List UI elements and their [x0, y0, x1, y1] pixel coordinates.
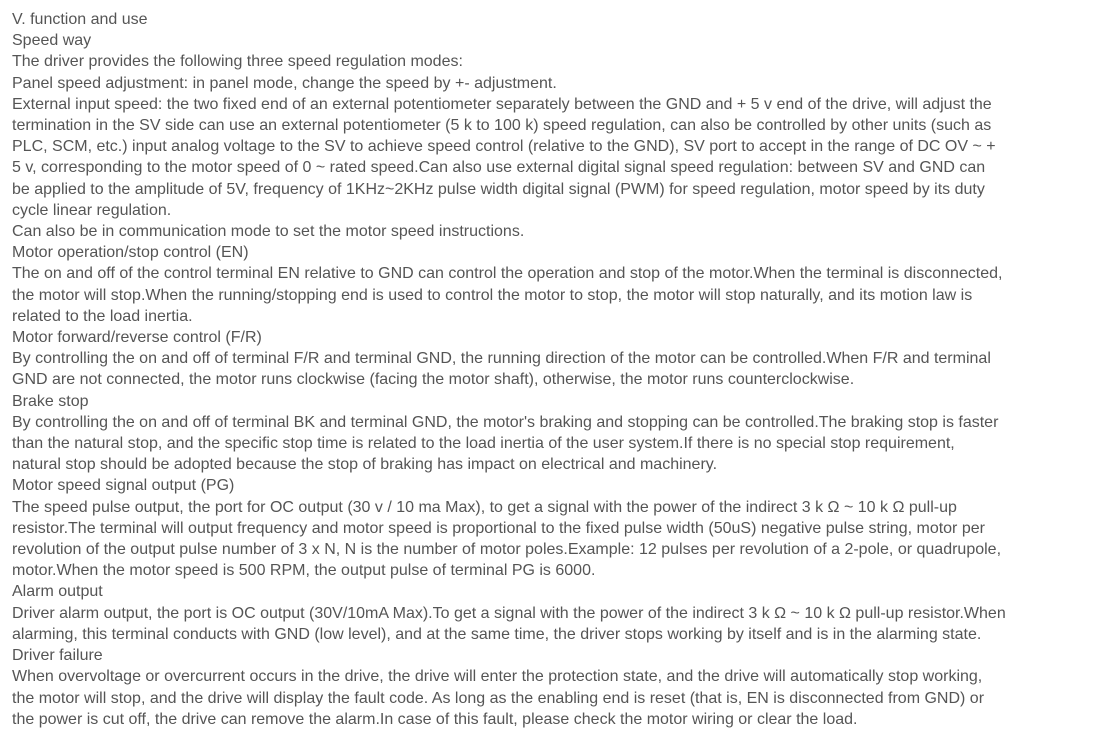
text-line: alarming, this terminal conducts with GND (low level), and at the same time, the driver stops working by itself and is in the alarming state.: [12, 625, 982, 643]
text-line: External input speed: the two fixed end of an external potentiometer separately between the GND and + 5 v end of the drive, will adjust the: [12, 95, 992, 113]
text-line: The on and off of the control terminal EN relative to GND can control the operation and stop of the motor.When the terminal is disconnected,: [12, 265, 1003, 283]
text-line: Driver alarm output, the port is OC output (30V/10mA Max).To get a signal with the power of the indirect 3 k Ω ~ 10 k Ω pull-up resistor.When: [12, 604, 1006, 622]
text-line: Brake stop: [12, 392, 89, 410]
text-line: When overvoltage or overcurrent occurs in the drive, the drive will enter the protection state, and the drive will automatically stop working,: [12, 668, 983, 686]
text-line: The speed pulse output, the port for OC output (30 v / 10 ma Max), to get a signal with the power of the indirect 3 k Ω ~ 10 k Ω pull-up: [12, 498, 957, 516]
text-line: V. function and use: [12, 11, 148, 28]
text-line: Motor forward/reverse control (F/R): [12, 329, 262, 347]
text-line: motor.When the motor speed is 500 RPM, the output pulse of terminal PG is 6000.: [12, 562, 596, 580]
text-line: The driver provides the following three speed regulation modes:: [12, 53, 463, 71]
text-line: PLC, SCM, etc.) input analog voltage to the SV to achieve speed control (relative to the GND), SV port to accept in the range of DC OV ~ +: [12, 138, 996, 156]
text-line: resistor.The terminal will output frequency and motor speed is proportional to the fixed pulse width (50uS) negative pulse string, motor per: [12, 519, 985, 537]
text-line: Driver failure: [12, 647, 103, 665]
text-line: the motor will stop.When the running/stopping end is used to control the motor to stop, the motor will stop naturally, and its motion law is: [12, 286, 973, 304]
text-line: natural stop should be adopted because the stop of braking has impact on electrical and machinery.: [12, 456, 718, 474]
text-line: revolution of the output pulse number of 3 x N, N is the number of motor poles.Example: 12 pulses per revolution of a 2-pole, or quadrupole,: [12, 541, 1002, 559]
text-line: the motor will stop, and the drive will display the fault code. As long as the enabling end is reset (that is, EN is disconnected from GND) or: [12, 689, 985, 707]
text-line: Speed way: [12, 32, 92, 50]
text-line: GND are not connected, the motor runs clockwise (facing the motor shaft), otherwise, the motor runs counterclockwise.: [12, 371, 855, 389]
text-line: be applied to the amplitude of 5V, frequency of 1KHz~2KHz pulse width digital signal (PWM) for speed regulation, motor speed by its duty: [12, 180, 985, 198]
text-line: the power is cut off, the drive can remove the alarm.In case of this fault, please check the motor wiring or clear the load.: [12, 710, 858, 728]
text-line: related to the load inertia.: [12, 307, 193, 325]
text-line: Alarm output: [12, 583, 103, 601]
text-line: termination in the SV side can use an external potentiometer (5 k to 100 k) speed regulation, can also be controlled by other units (such as: [12, 117, 992, 135]
text-line: Motor operation/stop control (EN): [12, 244, 249, 262]
text-line: Panel speed adjustment: in panel mode, change the speed by +- adjustment.: [12, 74, 557, 92]
text-line: cycle linear regulation.: [12, 201, 172, 219]
text-line: Motor speed signal output (PG): [12, 477, 235, 495]
text-line: By controlling the on and off of terminal F/R and terminal GND, the running direction of the motor can be controlled.When F/R and terminal: [12, 350, 991, 368]
text-line: 5 v, corresponding to the motor speed of 0 ~ rated speed.Can also use external digital signal speed regulation: between SV and GND can: [12, 159, 986, 177]
text-line: Can also be in communication mode to set the motor speed instructions.: [12, 223, 525, 241]
text-line: By controlling the on and off of terminal BK and terminal GND, the motor's braking and stopping can be controlled.The braking stop is faster: [12, 413, 999, 431]
text-line: than the natural stop, and the specific stop time is related to the load inertia of the user system.If there is no special stop requirement,: [12, 435, 955, 453]
